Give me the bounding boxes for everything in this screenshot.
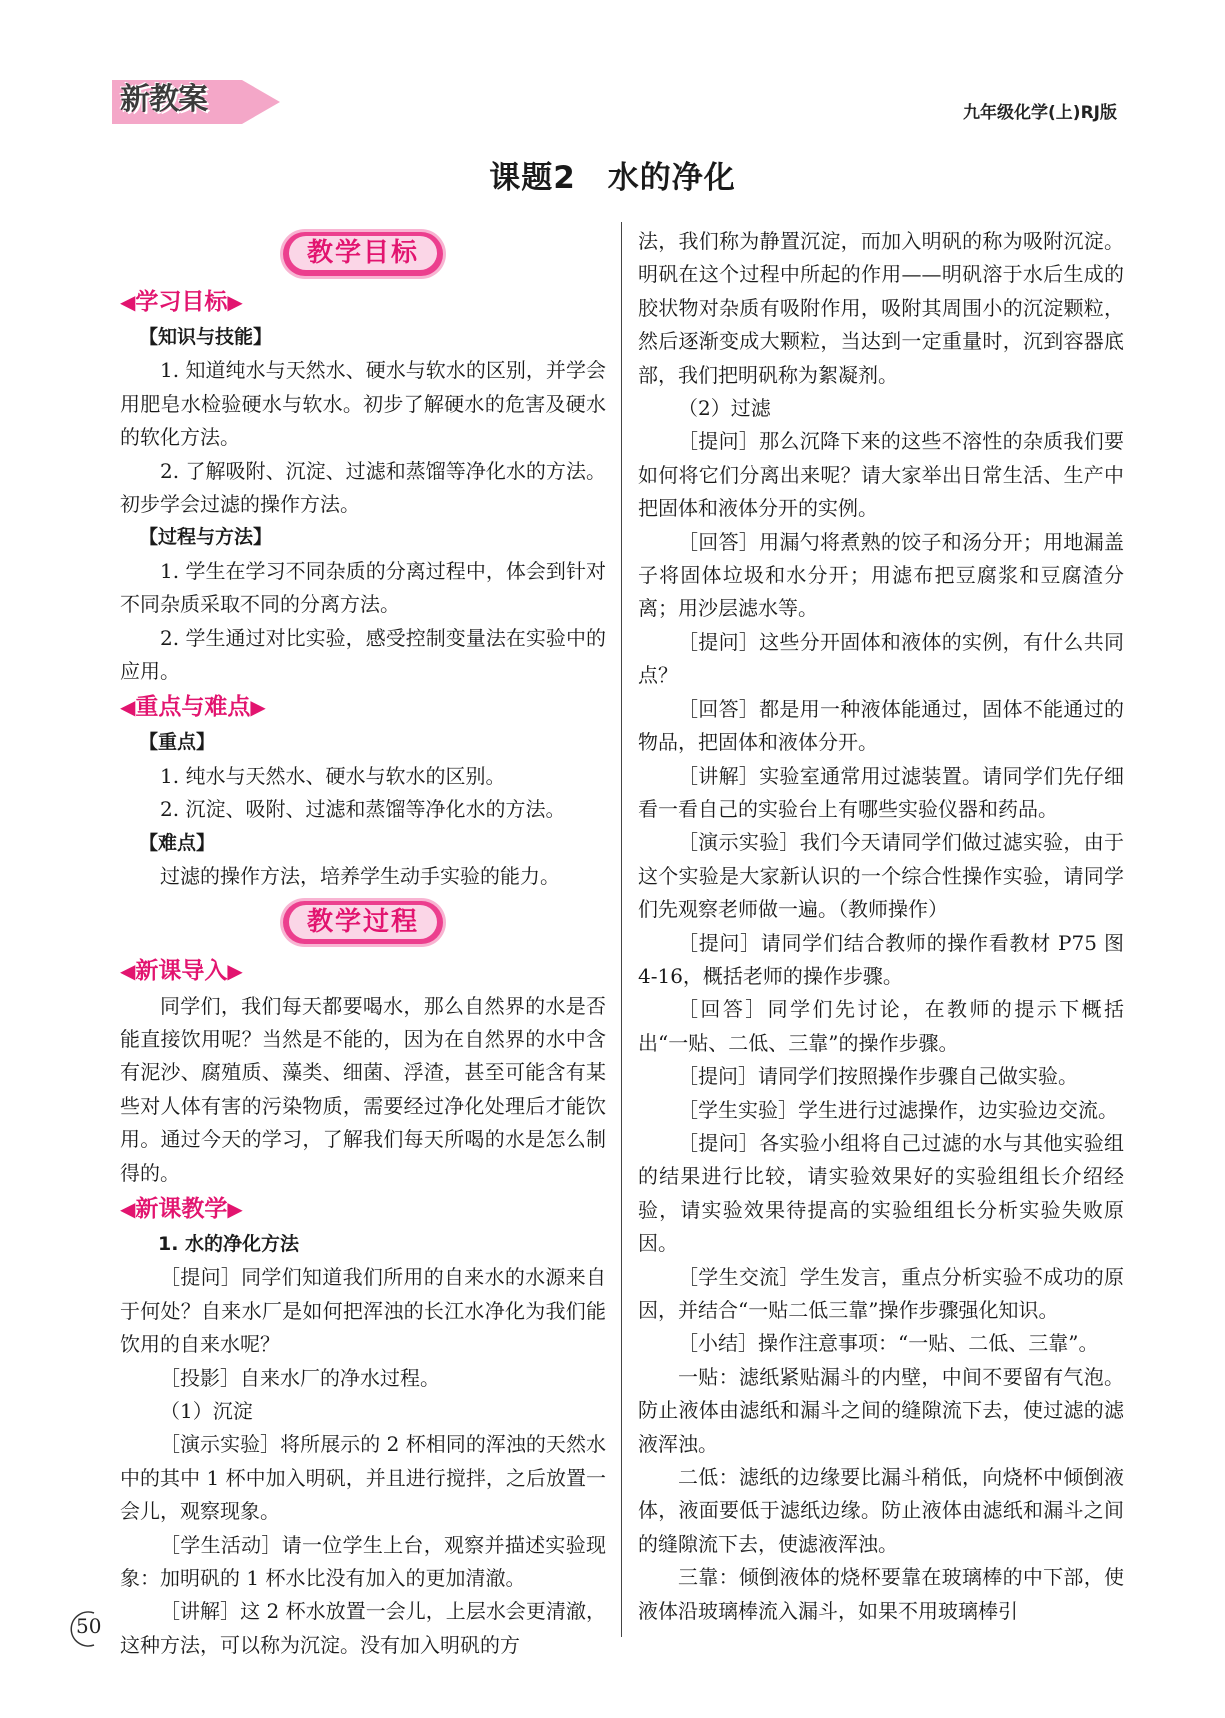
logo-text: 新教案 <box>120 82 207 117</box>
logo <box>112 76 282 126</box>
edition-label: 九年级化学(上)RJ版 <box>963 103 1117 123</box>
paragraph: ［讲解］实验室通常用过滤装置。请同学们先仔细看一看自己的实验台上有哪些实验仪器和药品。 <box>638 763 1124 821</box>
paragraph: ［演示实验］我们今天请同学们做过滤实验，由于这个实验是大家新认识的一个综合性操作实验，请同学们先观察老师做一遍。（教师操作） <box>638 830 1124 922</box>
subheading: 1. 水的净化方法 <box>158 1232 300 1255</box>
paragraph: ［提问］各实验小组将自己过滤的水与其他实验组的结果进行比较，请实验效果好的实验组组长介绍经验，请实验效果待提高的实验组组长分析实验失败原因。 <box>638 1130 1124 1256</box>
page-number-badge <box>64 1608 104 1648</box>
paragraph: 1. 知道纯水与天然水、硬水与软水的区别，并学会用肥皂水检验硬水与软水。初步了解硬水的危害及硬水的软化方法。 <box>120 358 606 450</box>
section-teaching <box>120 1190 606 1228</box>
triangle-left-icon: ◀ <box>120 958 136 983</box>
paragraph: 2. 沉淀、吸附、过滤和蒸馏等净化水的方法。 <box>160 797 566 822</box>
left-column <box>120 225 606 1662</box>
paragraph: ［提问］请同学们结合教师的操作看教材 P75 图 4-16，概括老师的操作步骤。 <box>638 930 1124 988</box>
subheading: 【过程与方法】 <box>139 526 273 549</box>
section-label: 新课导入 <box>135 957 228 984</box>
section-learning-goals <box>120 283 606 321</box>
paragraph: ［讲解］这 2 杯水放置一会儿，上层水会更清澈，这种方法，可以称为沉淀。没有加入明矾的方 <box>120 1599 606 1657</box>
paragraph: 1. 纯水与天然水、硬水与软水的区别。 <box>160 763 506 788</box>
page-title: 课题2 水的净化 <box>489 160 736 196</box>
paragraph: ［回答］都是用一种液体能通过，固体不能通过的物品，把固体和液体分开。 <box>638 696 1124 755</box>
paragraph: ［提问］那么沉降下来的这些不溶性的杂质我们要如何将它们分离出来呢？请大家举出日常生活、生产中把固体和液体分开的实例。 <box>638 429 1124 521</box>
section-label: 学习目标 <box>135 289 228 315</box>
section-label: 新课教学 <box>135 1195 228 1222</box>
triangle-right-icon: ▶ <box>227 1196 243 1221</box>
triangle-right-icon: ▶ <box>227 958 243 983</box>
paragraph: 一贴：滤纸紧贴漏斗的内壁，中间不要留有气泡。防止液体由滤纸和漏斗之间的缝隙流下去，使过滤的滤液浑浊。 <box>638 1364 1124 1456</box>
right-column <box>638 225 1124 1628</box>
subheading: 【知识与技能】 <box>139 326 273 348</box>
section-intro <box>120 952 606 990</box>
section-key-points <box>120 688 606 726</box>
paragraph: ［投影］自来水厂的净水过程。 <box>160 1365 440 1390</box>
paragraph: ［提问］同学们知道我们所用的自来水的水源来自于何处？自来水厂是如何把浑浊的长江水净化为我们能饮用的自来水呢？ <box>120 1265 606 1357</box>
page-number: 50 <box>76 1614 102 1638</box>
banner-label: 教学过程 <box>289 905 437 939</box>
paragraph: ［回答］用漏勺将煮熟的饺子和汤分开；用地漏盖子将固体垃圾和水分开；用滤布把豆腐浆和豆腐渣分离；用沙层滤水等。 <box>638 529 1124 621</box>
paragraph: 同学们，我们每天都要喝水，那么自然界的水是否能直接饮用呢？当然是不能的，因为在自然界的水中含有泥沙、腐殖质、藻类、细菌、浮渣，甚至可能含有某些对人体有害的污染物质，需要经过净化处理后才能饮用。通过今天的学习，了解我们每天所喝的水是怎么制得的。 <box>120 993 606 1185</box>
paragraph: ［学生交流］学生发言，重点分析实验不成功的原因，并结合“一贴二低三靠”操作步骤强化知识。 <box>638 1264 1124 1322</box>
triangle-left-icon: ◀ <box>120 695 136 720</box>
subheading: 【难点】 <box>139 831 216 854</box>
paragraph: 二低：滤纸的边缘要比漏斗稍低，向烧杯中倾倒液体，液面要低于滤纸边缘。防止液体由滤纸和漏斗之间的缝隙流下去，使滤液浑浊。 <box>638 1465 1124 1556</box>
paragraph: ［小结］操作注意事项：“一贴、二低、三靠”。 <box>678 1331 1099 1356</box>
banner-teaching-process <box>120 894 606 952</box>
paragraph: ［学生实验］学生进行过滤操作，边实验边交流。 <box>678 1097 1118 1122</box>
paragraph: ［演示实验］将所展示的 2 杯相同的浑浊的天然水中的其中 1 杯中加入明矾，并且进行搅拌，之后放置一会儿，观察现象。 <box>120 1432 606 1524</box>
triangle-right-icon: ▶ <box>227 290 243 314</box>
paragraph: 过滤的操作方法，培养学生动手实验的能力。 <box>160 864 560 889</box>
paragraph: 2. 学生通过对比实验，感受控制变量法在实验中的应用。 <box>120 625 606 684</box>
subheading: 【重点】 <box>139 731 216 754</box>
triangle-left-icon: ◀ <box>120 290 136 314</box>
paragraph: 2. 了解吸附、沉淀、过滤和蒸馏等净化水的方法。初步学会过滤的操作方法。 <box>120 458 606 517</box>
paragraph: 法，我们称为静置沉淀，而加入明矾的称为吸附沉淀。明矾在这个过程中所起的作用——明矾溶于水后生成的胶状物对杂质有吸附作用，吸附其周围小的沉淀颗粒，然后逐渐变成大颗粒，当达到一定重量时，沉到容器底部，我们把明矾称为絮凝剂。 <box>638 229 1124 387</box>
paragraph: ［提问］这些分开固体和液体的实例，有什么共同点？ <box>638 629 1124 688</box>
paragraph: ［学生活动］请一位学生上台，观察并描述实验现象：加明矾的 1 杯水比没有加入的更加清澈。 <box>120 1532 606 1590</box>
paragraph: ［提问］请同学们按照操作步骤自己做实验。 <box>678 1064 1078 1089</box>
paragraph: （1）沉淀 <box>160 1398 253 1423</box>
paragraph: 三靠：倾倒液体的烧杯要靠在玻璃棒的中下部，使液体沿玻璃棒流入漏斗，如果不用玻璃棒引 <box>638 1565 1124 1623</box>
triangle-left-icon: ◀ <box>120 1196 136 1221</box>
paragraph: 1. 学生在学习不同杂质的分离过程中，体会到针对不同杂质采取不同的分离方法。 <box>120 558 606 617</box>
paragraph: ［回答］同学们先讨论，在教师的提示下概括出“一贴、二低、三靠”的操作步骤。 <box>638 997 1124 1055</box>
banner-teaching-goals <box>120 225 606 283</box>
column-divider <box>621 222 622 1637</box>
section-label: 重点与难点 <box>135 694 251 721</box>
paragraph: （2）过滤 <box>678 396 771 421</box>
banner-label: 教学目标 <box>289 236 437 270</box>
triangle-right-icon: ▶ <box>250 695 266 720</box>
